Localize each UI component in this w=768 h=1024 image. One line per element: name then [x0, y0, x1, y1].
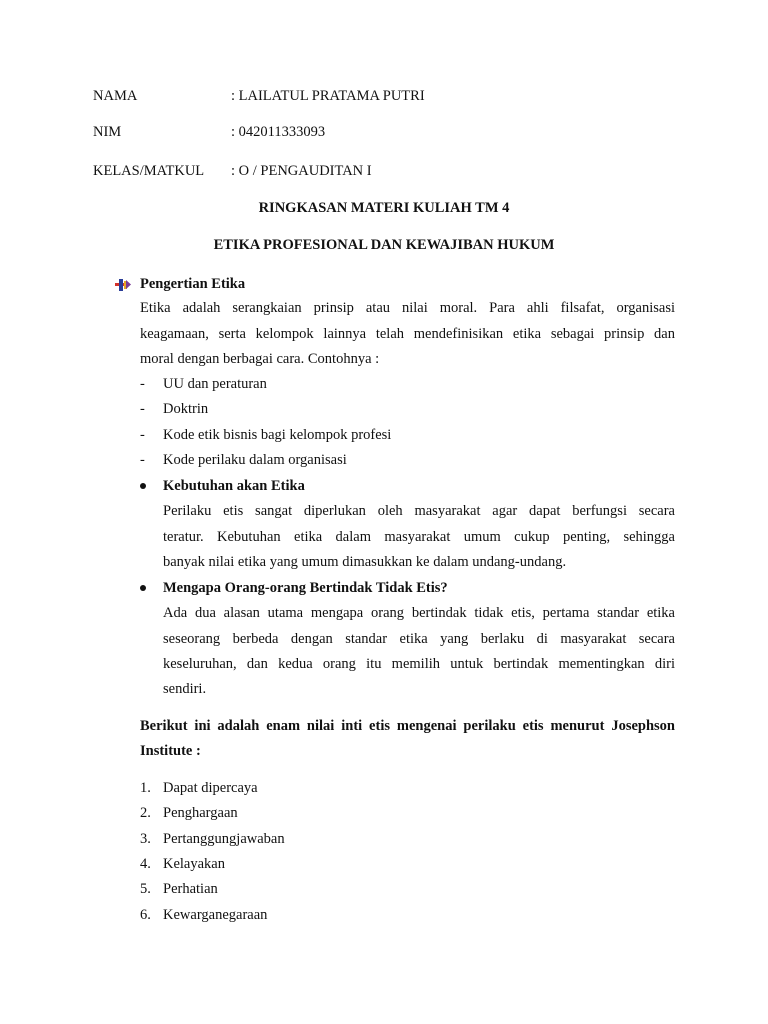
- paragraph-line: sendiri.: [163, 681, 207, 697]
- dash-list-item: Doktrin: [163, 401, 209, 417]
- list-number: 3.: [140, 831, 151, 847]
- value-nim: : 042011333093: [231, 124, 326, 140]
- value-nama: : LAILATUL PRATAMA PUTRI: [231, 88, 425, 104]
- dash-marker: -: [140, 401, 145, 417]
- list-number: 1.: [140, 780, 151, 796]
- bookmark-bullet-icon: [114, 277, 132, 293]
- paragraph-line: seseorang berbeda dengan standar etika yang berlaku di masyarakat secara: [163, 631, 675, 647]
- intro-line: Institute :: [140, 743, 201, 759]
- dash-list-item: UU dan peraturan: [163, 376, 267, 392]
- dash-marker: -: [140, 427, 145, 443]
- list-number: 6.: [140, 907, 151, 923]
- dash-list-item: Kode etik bisnis bagi kelompok profesi: [163, 427, 392, 443]
- document-title: RINGKASAN MATERI KULIAH TM 4: [258, 200, 510, 216]
- section-heading-kebutuhan: Kebutuhan akan Etika: [163, 478, 305, 494]
- paragraph-line: keseluruhan, dan kedua orang itu memilih untuk bertindak mementingkan diri: [163, 656, 675, 672]
- bullet-dot-icon: [140, 585, 146, 591]
- paragraph-line: Ada dua alasan utama mengapa orang bertindak tidak etis, pertama standar etika: [163, 605, 675, 621]
- paragraph-line: moral dengan berbagai cara. Contohnya :: [140, 351, 380, 367]
- paragraph-line: keagamaan, serta kelompok lainnya telah mendefinisikan etika sebagai prinsip dan: [140, 326, 675, 342]
- value-kelas: : O / PENGAUDITAN I: [231, 163, 372, 179]
- numbered-list-item: Dapat dipercaya: [163, 780, 258, 796]
- paragraph-line: Etika adalah serangkaian prinsip atau nilai moral. Para ahli filsafat, organisasi: [140, 300, 675, 316]
- numbered-list-item: Kewarganegaraan: [163, 907, 268, 923]
- label-kelas: KELAS/MATKUL: [93, 163, 205, 179]
- bullet-dot-icon: [140, 483, 146, 489]
- numbered-list-item: Kelayakan: [163, 856, 225, 872]
- paragraph-line: teratur. Kebutuhan etika dalam masyarakat umum cukup penting, sehingga: [163, 529, 675, 545]
- document-subtitle: ETIKA PROFESIONAL DAN KEWAJIBAN HUKUM: [213, 237, 555, 253]
- numbered-list-item: Penghargaan: [163, 805, 238, 821]
- numbered-list-item: Perhatian: [163, 881, 218, 897]
- paragraph-line: Perilaku etis sangat diperlukan oleh masyarakat agar dapat berfungsi secara: [163, 503, 675, 519]
- numbered-list-item: Pertanggungjawaban: [163, 831, 285, 847]
- section-heading-pengertian: Pengertian Etika: [140, 276, 246, 292]
- dash-marker: -: [140, 376, 145, 392]
- paragraph-line: banyak nilai etika yang umum dimasukkan ke dalam undang-undang.: [163, 554, 567, 570]
- dash-list-item: Kode perilaku dalam organisasi: [163, 452, 347, 468]
- intro-line: Berikut ini adalah enam nilai inti etis mengenai perilaku etis menurut Josephson: [140, 718, 675, 734]
- label-nama: NAMA: [93, 88, 138, 104]
- label-nim: NIM: [93, 124, 122, 140]
- dash-marker: -: [140, 452, 145, 468]
- section-heading-mengapa: Mengapa Orang-orang Bertindak Tidak Etis?: [163, 580, 448, 596]
- list-number: 5.: [140, 881, 151, 897]
- list-number: 4.: [140, 856, 151, 872]
- list-number: 2.: [140, 805, 151, 821]
